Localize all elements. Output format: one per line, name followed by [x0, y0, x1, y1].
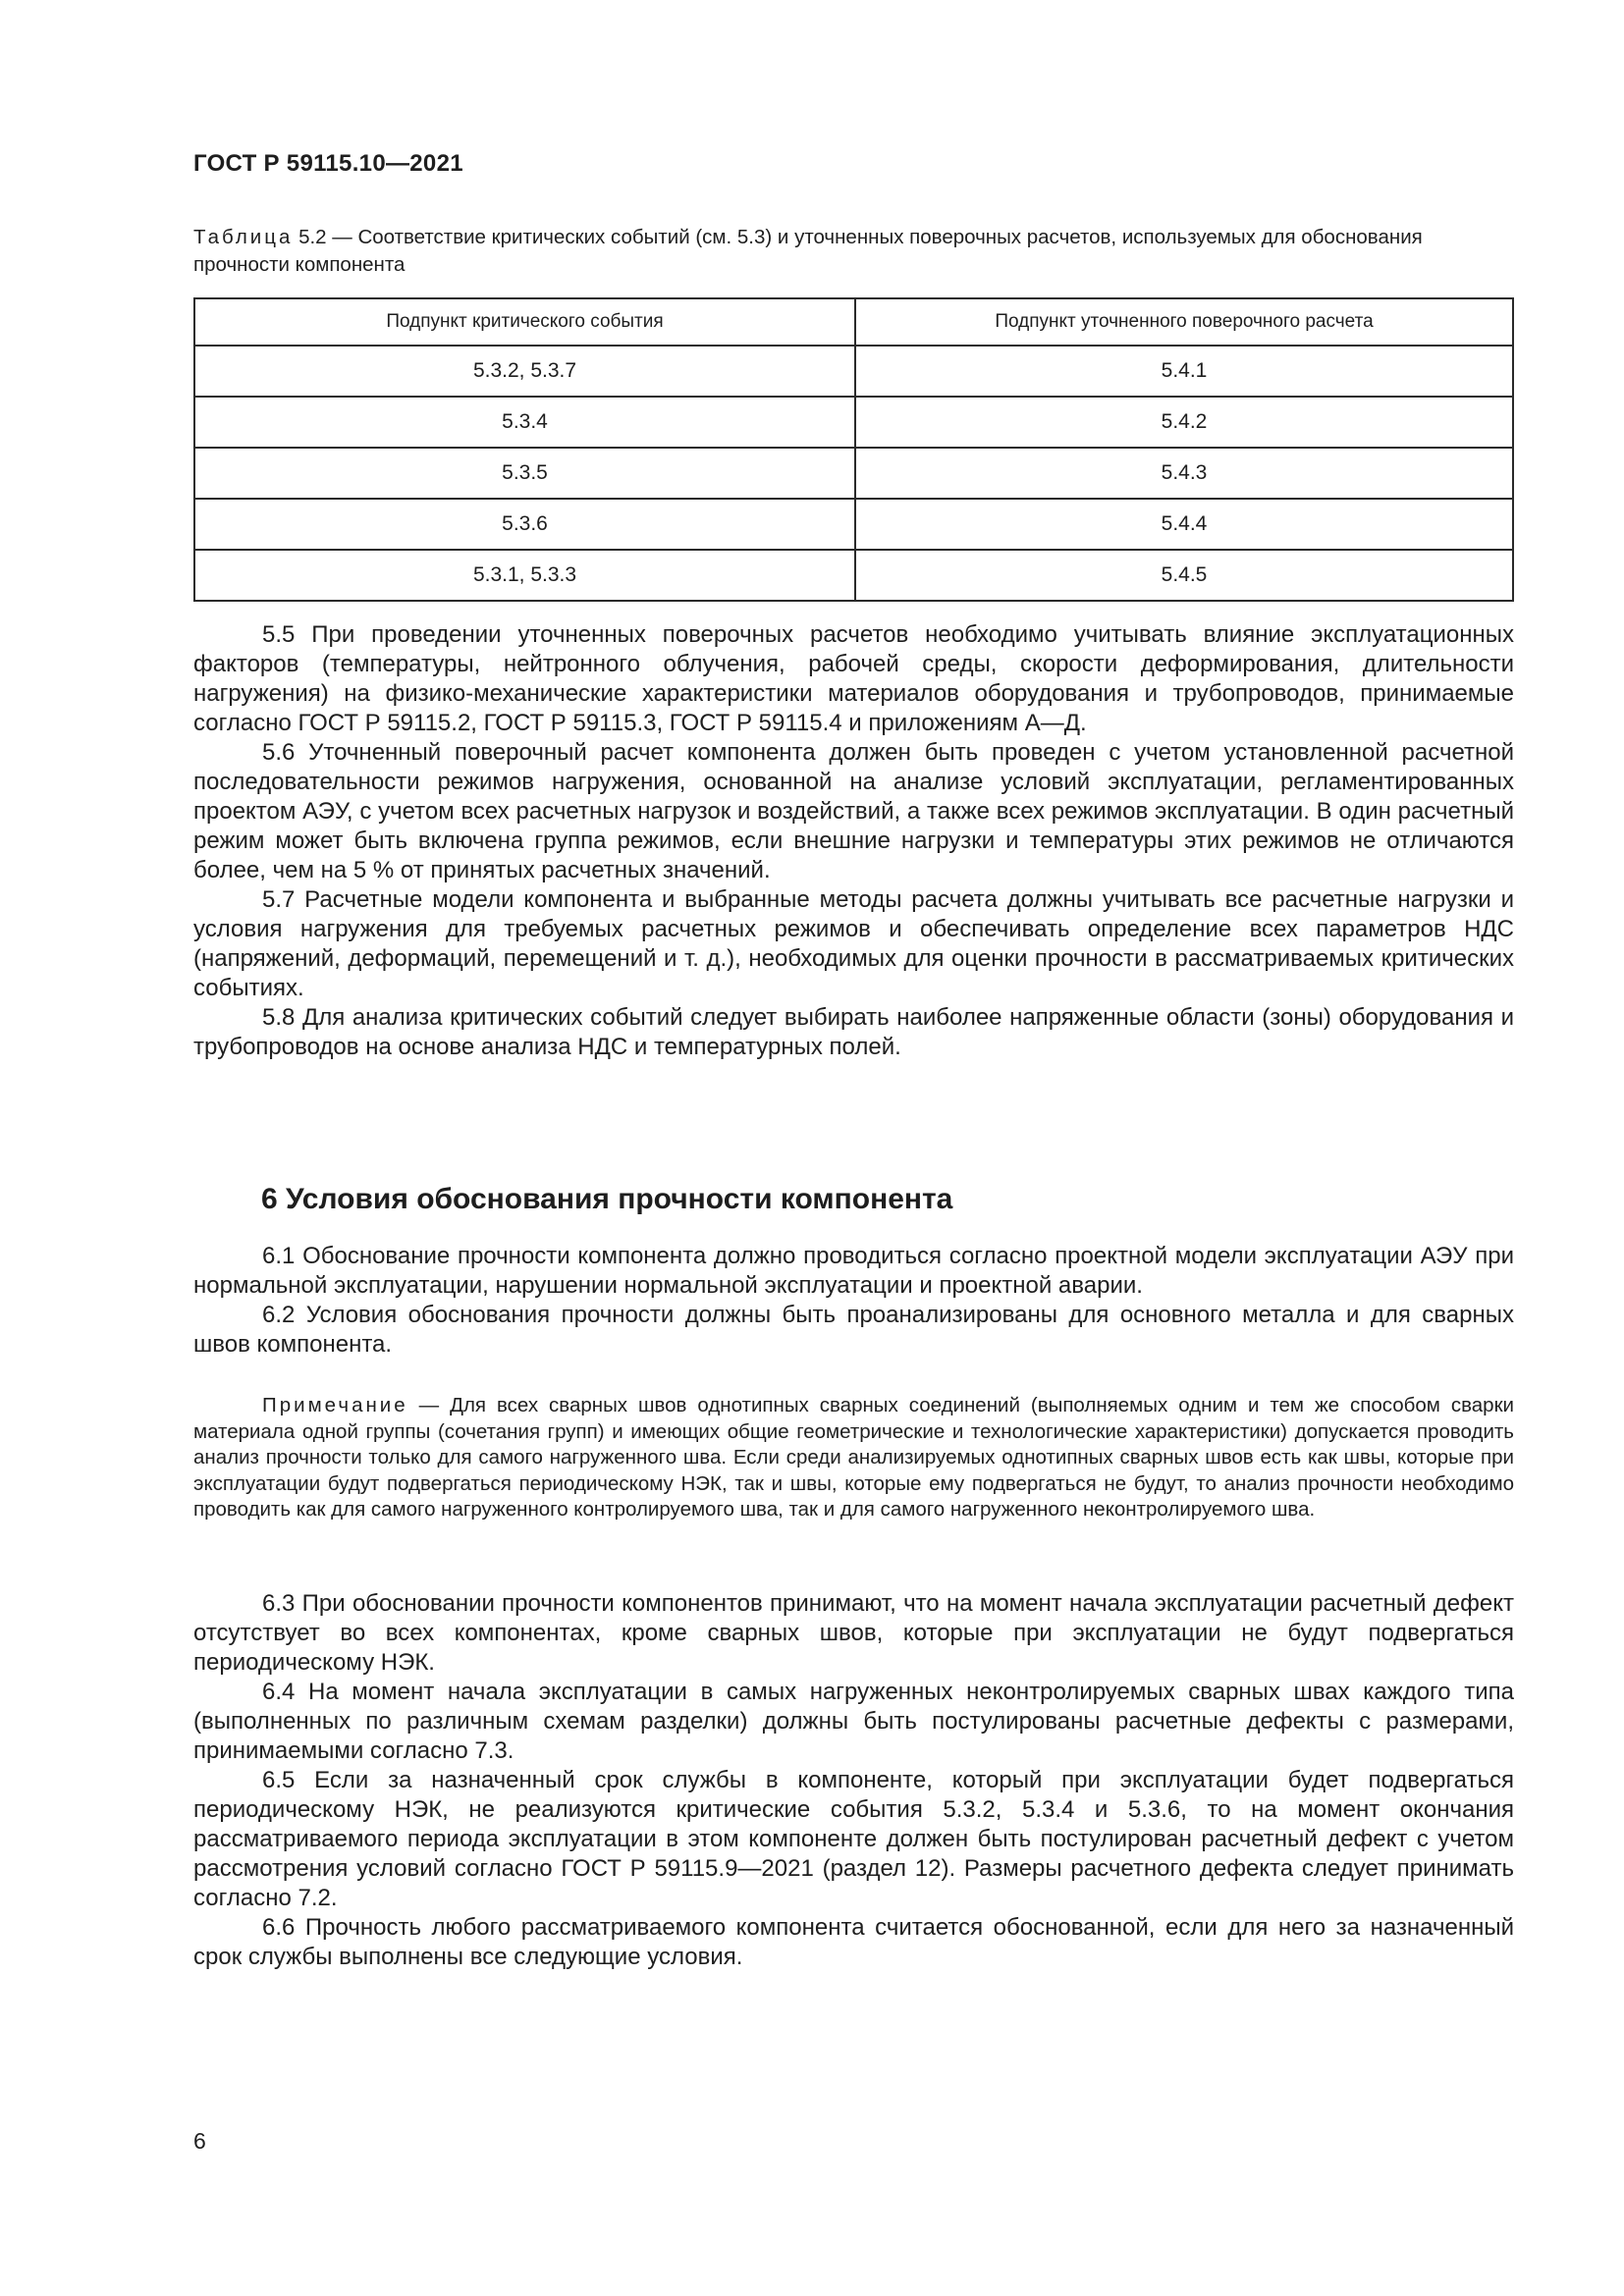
paragraph-6-5: 6.5 Если за назначенный срок службы в компоненте, который при эксплуатации будет подвергаться периодическому НЭК, не реализуются критические события 5.3.2, 5.3.4 и 5.3.6, то на момент окончания рассматриваемого периода эксплуатации в этом компоненте должен быть постулирован расчетный дефект с учетом рассмотрения условий согласно ГОСТ Р 59115.9—2021 (раздел 12). Размеры расчетного дефекта следует принимать согласно 7.2. [193, 1767, 1514, 1911]
note-paragraph [193, 1393, 1514, 1523]
document-header: ГОСТ Р 59115.10—2021 [193, 150, 463, 177]
section-6-title: 6 Условия обоснования прочности компонента [261, 1183, 953, 1215]
table-cell: 5.4.3 [855, 448, 1513, 499]
correspondence-table [193, 297, 1514, 602]
page-number: 6 [193, 2128, 206, 2154]
table-row [194, 346, 1513, 397]
table-cell: 5.4.5 [855, 550, 1513, 601]
table-header-row [194, 298, 1513, 346]
section-6-paragraphs-a [193, 1242, 1514, 1360]
table-row [194, 499, 1513, 550]
paragraph-5-8: 5.8 Для анализа критических событий следует выбирать наиболее напряженные области (зоны) оборудования и трубопроводов на основе анализа НДС и температурных полей. [193, 1004, 1514, 1060]
table-cell: 5.3.5 [194, 448, 855, 499]
table-caption-text: 5.2 — Соответствие критических событий (см. 5.3) и уточненных поверочных расчетов, используемых для обоснования прочности компонента [193, 226, 1423, 276]
paragraph-5-7: 5.7 Расчетные модели компонента и выбранные методы расчета должны учитывать все расчетные нагрузки и условия нагружения для требуемых расчетных режимов и обеспечивать определение всех параметров НДС (напряжений, деформаций, перемещений и т. д.), необходимых для оценки прочности в рассматриваемых критических событиях. [193, 886, 1514, 1001]
note-block [193, 1393, 1514, 1523]
paragraph-6-1: 6.1 Обоснование прочности компонента должно проводиться согласно проектной модели эксплуатации АЭУ при нормальной эксплуатации, нарушении нормальной эксплуатации и проектной аварии. [193, 1243, 1514, 1299]
paragraph-5-5: 5.5 При проведении уточненных поверочных расчетов необходимо учитывать влияние эксплуатационных факторов (температуры, нейтронного облучения, рабочей среды, скорости деформирования, длительности нагружения) на физико-механические характеристики материалов оборудования и трубопроводов, принимаемые согласно ГОСТ Р 59115.2, ГОСТ Р 59115.3, ГОСТ Р 59115.4 и приложениям А—Д. [193, 621, 1514, 736]
section-6-paragraphs-b [193, 1589, 1514, 1972]
column-header-critical-event: Подпункт критического события [194, 298, 855, 346]
table-cell: 5.3.2, 5.3.7 [194, 346, 855, 397]
paragraph-6-4: 6.4 На момент начала эксплуатации в самых нагруженных неконтролируемых сварных швах каждого типа (выполненных по различным схемам разделки) должны быть постулированы расчетные дефекты с размерами, принимаемыми согласно 7.3. [193, 1679, 1514, 1764]
section-5-paragraphs [193, 620, 1514, 1062]
table-caption [193, 224, 1514, 279]
table-row [194, 397, 1513, 448]
table-caption-label: Таблица [193, 226, 294, 248]
paragraph-6-2: 6.2 Условия обоснования прочности должны быть проанализированы для основного металла и для сварных швов компонента. [193, 1302, 1514, 1358]
table-row [194, 448, 1513, 499]
table-cell: 5.4.1 [855, 346, 1513, 397]
table-cell: 5.4.4 [855, 499, 1513, 550]
table-cell: 5.3.6 [194, 499, 855, 550]
note-text: — Для всех сварных швов однотипных сварных соединений (выполняемых одним и тем же способом сварки материала одной группы (сочетания групп) и имеющих общие геометрические и технологические характеристики) допускается проводить анализ прочности только для самого нагруженного шва. Если среди анализируемых однотипных сварных швов есть как швы, которые при эксплуатации будут подвергаться периодическому НЭК, так и швы, которые ему подвергаться не будут, то анализ прочности необходимо проводить как для самого нагруженного контролируемого шва, так и для самого нагруженного неконтролируемого шва. [193, 1394, 1514, 1521]
table-row [194, 550, 1513, 601]
note-label: Примечание [262, 1394, 408, 1416]
paragraph-5-6: 5.6 Уточненный поверочный расчет компонента должен быть проведен с учетом установленной расчетной последовательности режимов нагружения, основанной на анализе условий эксплуатации, регламентированных проектом АЭУ, с учетом всех расчетных нагрузок и воздействий, а также всех режимов эксплуатации. В один расчетный режим может быть включена группа режимов, если внешние нагрузки и температуры этих режимов не отличаются более, чем на 5 % от принятых расчетных значений. [193, 739, 1514, 883]
table-cell: 5.3.4 [194, 397, 855, 448]
paragraph-6-3: 6.3 При обосновании прочности компонентов принимают, что на момент начала эксплуатации расчетный дефект отсутствует во всех компонентах, кроме сварных швов, которые при эксплуатации не будут подвергаться периодическому НЭК. [193, 1590, 1514, 1676]
paragraph-6-6: 6.6 Прочность любого рассматриваемого компонента считается обоснованной, если для него за назначенный срок службы выполнены все следующие условия. [193, 1914, 1514, 1970]
table-cell: 5.4.2 [855, 397, 1513, 448]
table-cell: 5.3.1, 5.3.3 [194, 550, 855, 601]
column-header-verification-calc: Подпункт уточненного поверочного расчета [855, 298, 1513, 346]
